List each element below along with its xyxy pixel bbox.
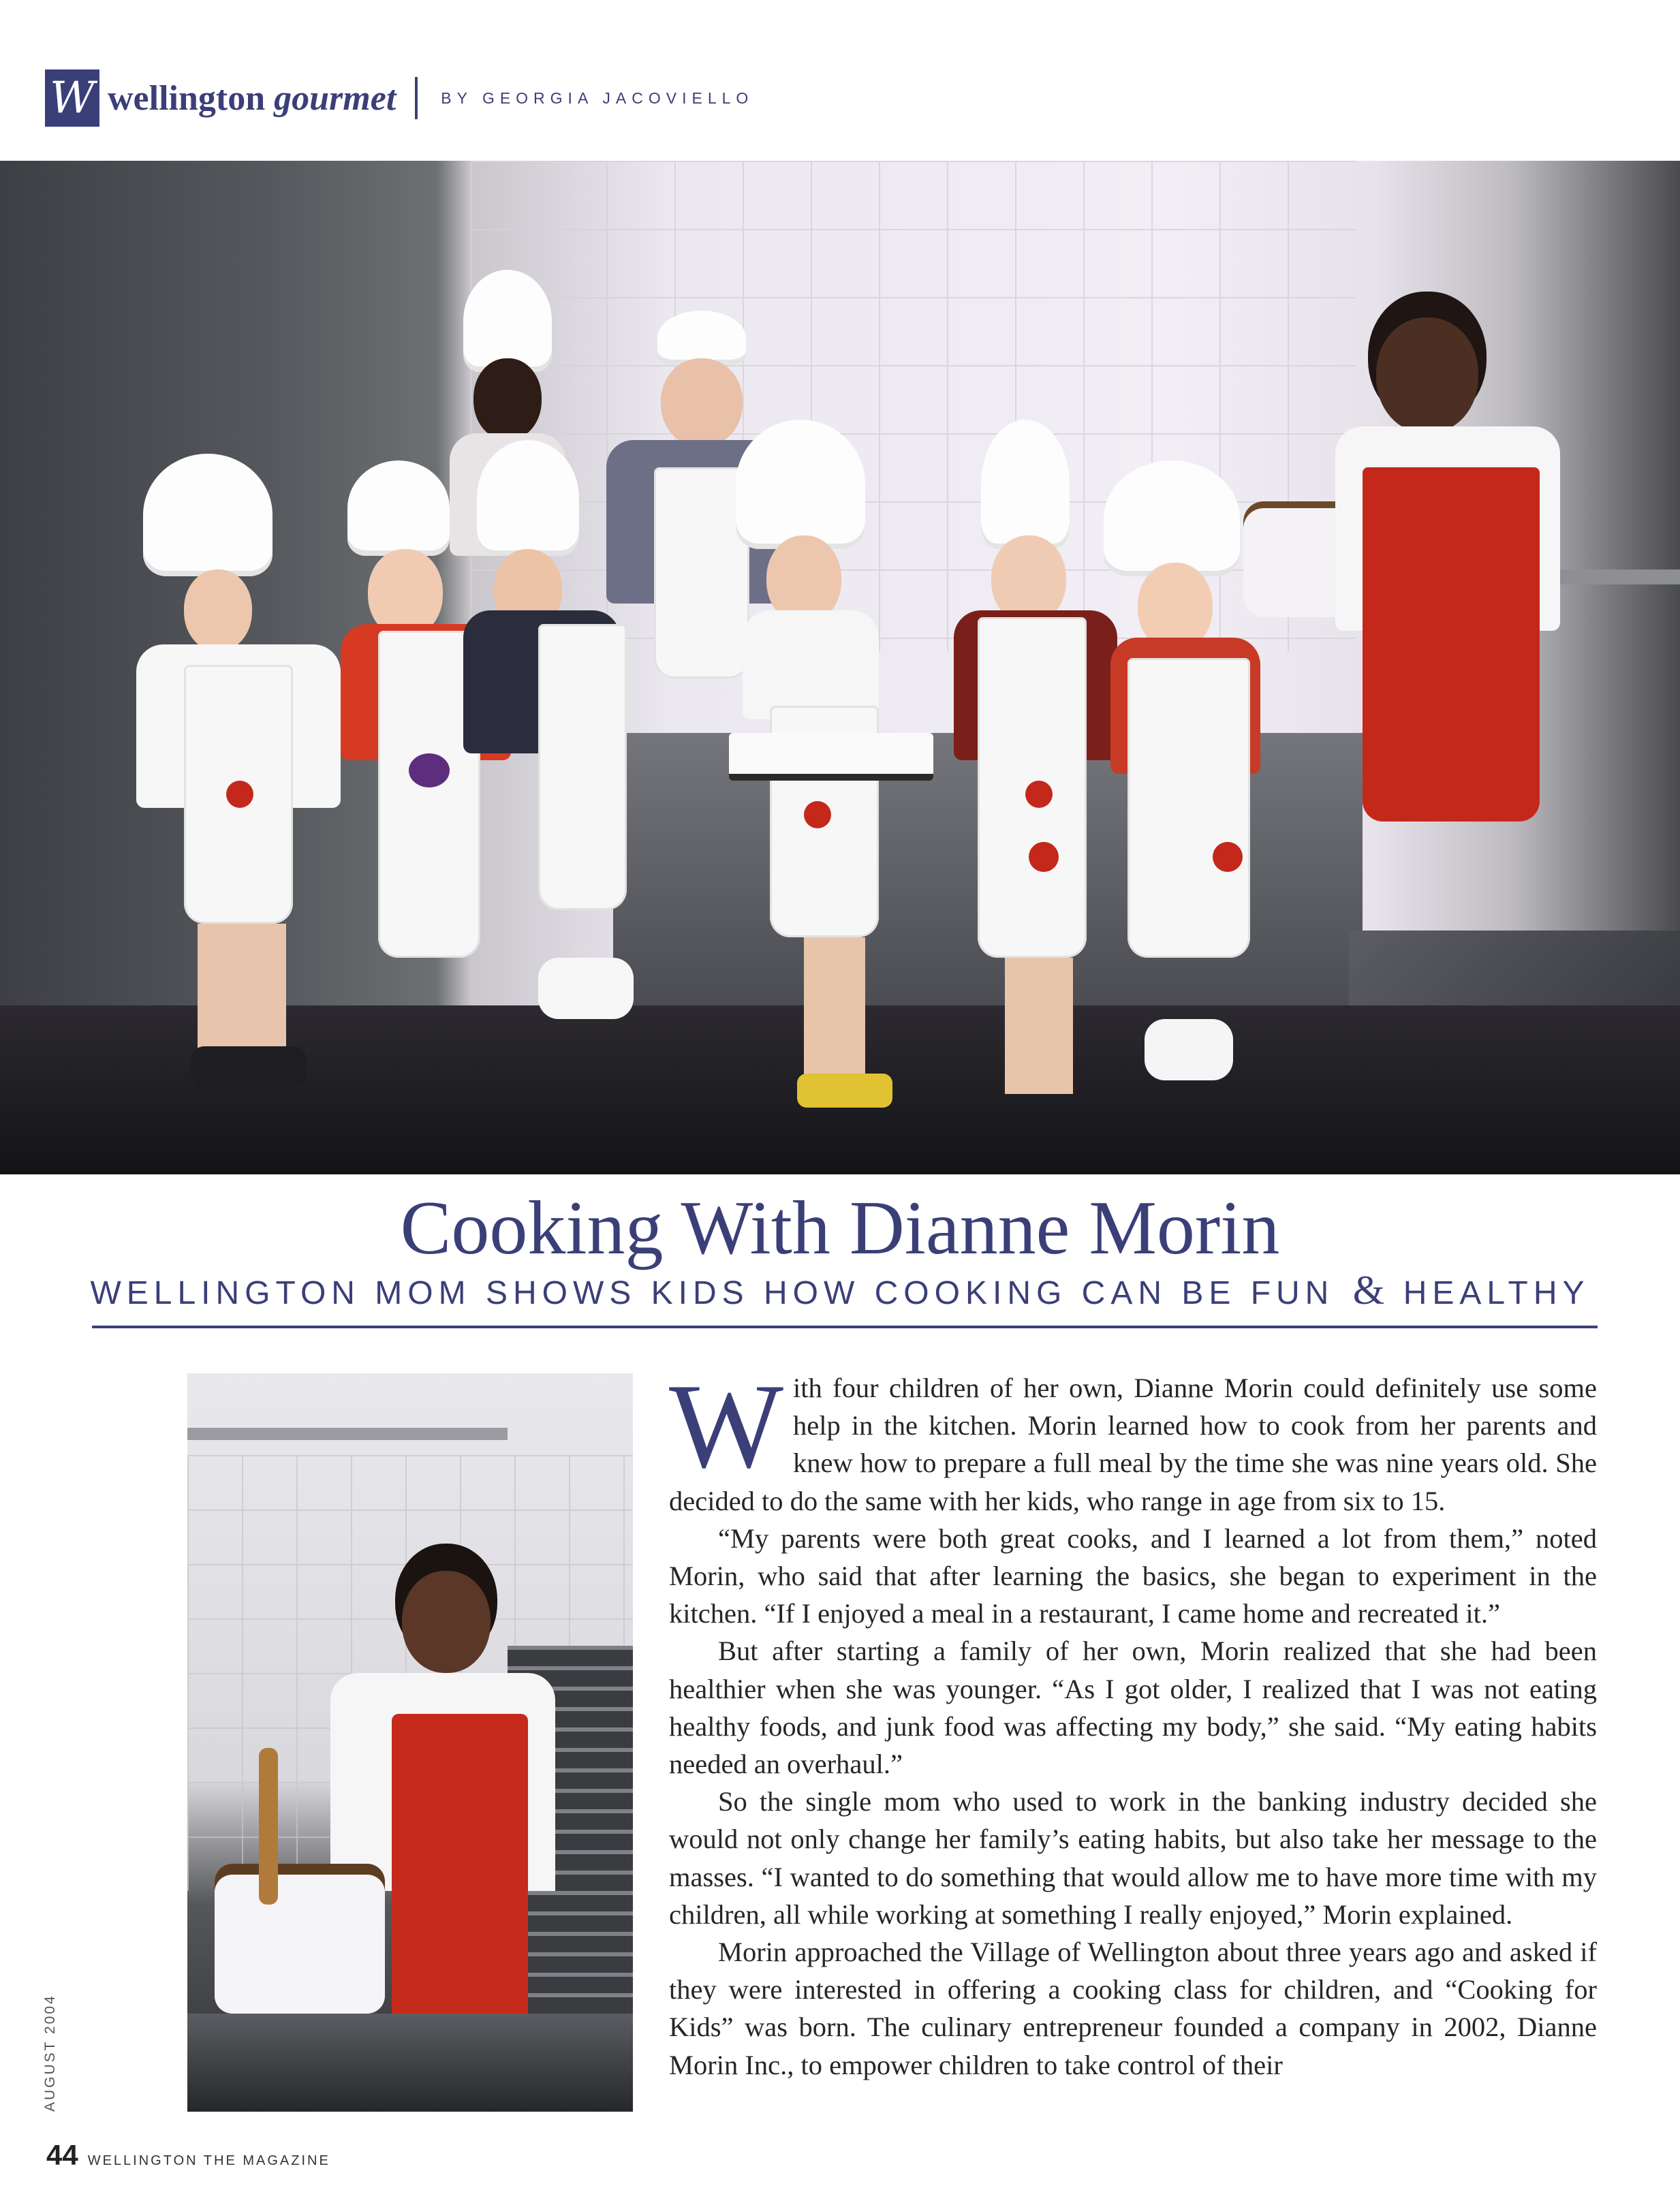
main-photo-kids-cooking xyxy=(0,161,1680,1174)
page-footer xyxy=(46,2139,330,2172)
rice-cooker xyxy=(215,1864,385,2014)
paragraph-4: So the single mom who used to work in the banking industry decided she would not only change her family’s eating habits, but also take her message to the masses. “I wanted to do something that would allow me to have more time with my children, all while working at something I really enjoyed,” Morin explained. xyxy=(669,1786,1597,1930)
tray xyxy=(729,733,933,781)
side-photo-dianne-morin xyxy=(187,1373,633,2112)
paragraph-3: But after starting a family of her own, Morin realized that she had been healthier when she was younger. “As I got older, I realized that I was not eating healthy foods, and junk food was affecting my body,” she said. “My eating habits needed an overhaul.” xyxy=(669,1636,1597,1780)
article-subtitle: WELLINGTON MOM SHOWS KIDS HOW COOKING CAN BE FUN & HEALTHY xyxy=(90,1268,1590,1313)
title-rule xyxy=(92,1326,1598,1328)
red-apron xyxy=(392,1714,528,2041)
paragraph-5: Morin approached the Village of Wellington about three years ago and asked if they were interested in offering a cooking class for children, and “Cooking for Kids” was born. The culinary entrepreneur founded a company in 2002, Dianne Morin Inc., to empower children to take control of their xyxy=(669,1937,1597,2080)
byline: BY GEORGIA JACOVIELLO xyxy=(441,89,754,107)
ladle xyxy=(259,1748,278,1905)
section-header xyxy=(45,67,753,129)
issue-date: AUGUST 2004 xyxy=(42,1994,58,2112)
side-shelf xyxy=(187,1428,508,1440)
page-number: 44 xyxy=(46,2139,78,2171)
tile-wall xyxy=(470,161,1356,651)
article-body xyxy=(669,1358,1597,2084)
drop-cap: W xyxy=(669,1358,784,1493)
article-title: Cooking With Dianne Morin xyxy=(400,1186,1280,1270)
header-divider xyxy=(415,77,418,119)
paragraph-1: ith four children of her own, Dianne Morin could definitely use some help in the kitchen. Morin learned how to cook from her parents and knew how to prepare a full meal by the time she was nine years old. She decided to do the same with her kids, who range in age from six to 15. xyxy=(669,1373,1597,1516)
magazine-name: WELLINGTON THE MAGAZINE xyxy=(87,2153,330,2168)
paragraph-2: “My parents were both great cooks, and I learned a lot from them,” noted Morin, who said that after learning the basics, she began to experiment in the kitchen. “If I enjoyed a meal in a restaurant, I came home and recreated it.” xyxy=(669,1522,1597,1629)
wellington-logo-icon: W xyxy=(45,69,99,127)
steel-counter xyxy=(187,2014,633,2112)
woman-head xyxy=(402,1571,491,1673)
section-name: wellington gourmet xyxy=(108,78,396,118)
